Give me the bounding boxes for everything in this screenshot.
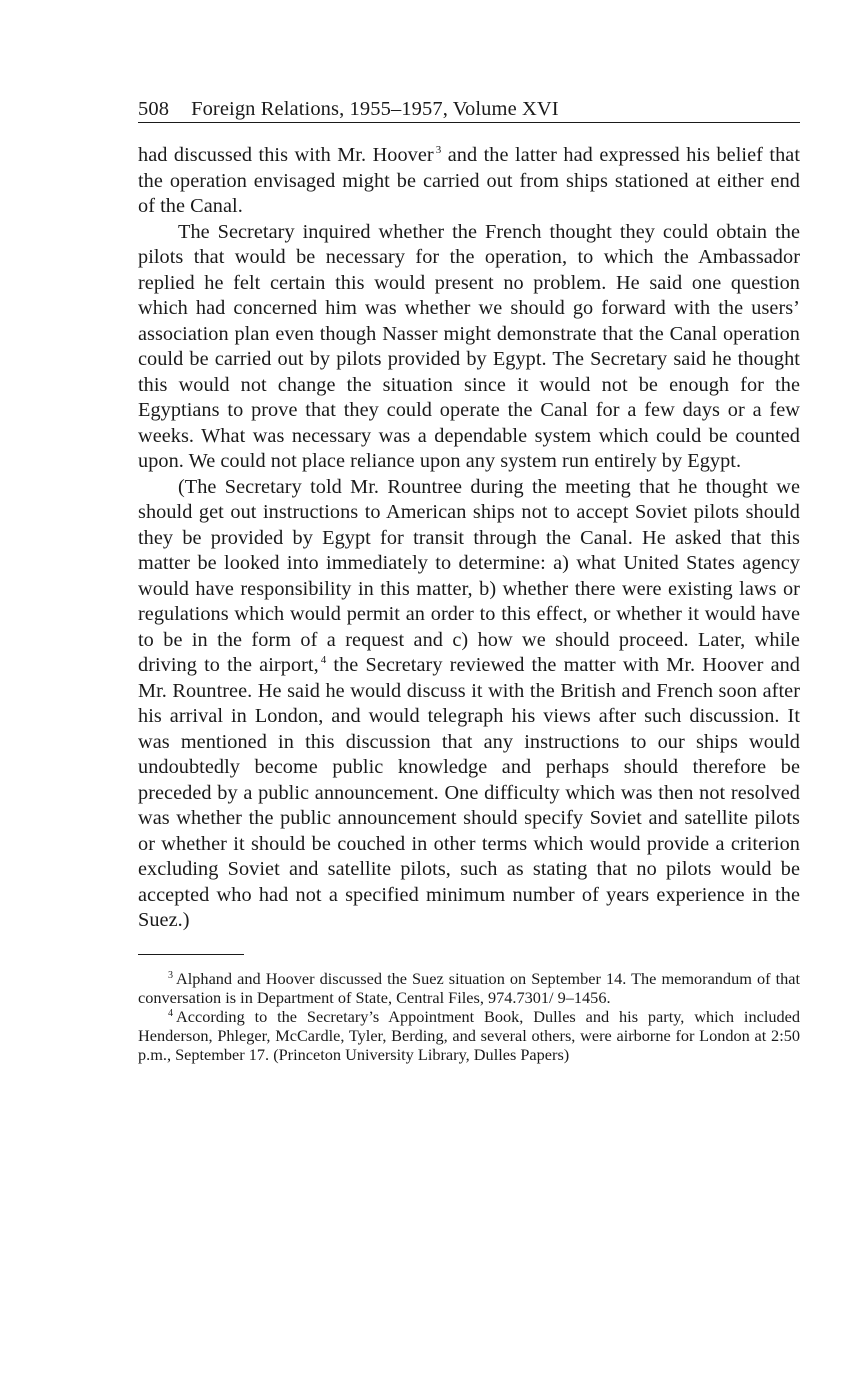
footnotes bbox=[138, 969, 800, 1064]
footnote-reference-4: 4 bbox=[320, 654, 327, 666]
footnote-divider bbox=[138, 954, 244, 955]
volume-title: Foreign Relations, 1955–1957, Volume XVI bbox=[191, 98, 559, 120]
footnote-reference-3: 3 bbox=[435, 144, 442, 156]
paragraph-continued bbox=[138, 143, 800, 220]
footnote-3 bbox=[138, 969, 800, 1007]
footnote-mark: 4 bbox=[168, 1007, 173, 1019]
footnote-mark: 3 bbox=[168, 969, 173, 981]
document-page bbox=[138, 96, 800, 1064]
running-head bbox=[138, 96, 800, 123]
paragraph-parenthetical bbox=[138, 475, 800, 934]
paragraph-text: (The Secretary told Mr. Rountree during the meeting that he thought we should get out instructions to American ships not to accept Soviet pilots should they be provided by Egypt for transit through the Canal. He asked that this matter be looked into immediately to determine: a) what United States agency would have responsibility in this matter, b) whether there were existing laws or regulations which would permit an order to this effect, or whether it would have to be in the form of a request and c) how we should proceed. Later, while driving to the airport, bbox=[138, 475, 800, 676]
footnote-text: According to the Secretary’s Appointment Book, Dulles and his party, which included Henderson, Phleger, McCardle, Tyler, Berding, and several others, were airborne for London at 2:50 p.m., September 17. (Princeton University Library, Dulles Papers) bbox=[138, 1006, 800, 1064]
paragraph: The Secretary inquired whether the French thought they could obtain the pilots that would be necessary for the operation, to which the Ambassador replied he felt certain this would present no problem. He said one question which had concerned him was whether we should go forward with the users’ association plan even though Nasser might demonstrate that the Canal operation could be carried out by pilots provided by Egypt. The Secretary said he thought this would not change the situation since it would not be enough for the Egyptians to prove that they could operate the Canal for a few days or a few weeks. What was necessary was a dependable system which could be counted upon. We could not place reliance upon any system run entirely by Egypt. bbox=[138, 220, 800, 472]
footnote-4 bbox=[138, 1007, 800, 1064]
body-text bbox=[138, 143, 800, 934]
footnote-text: Alphand and Hoover discussed the Suez situation on September 14. The memorandum of that conversation is in Department of State, Central Files, 974.7301/ 9–1456. bbox=[138, 968, 800, 1007]
paragraph-text: and the latter had expressed his belief that the operation envisaged might be carried out from ships stationed at either end of the Canal. bbox=[138, 144, 801, 217]
paragraph-text: had discussed this with Mr. Hoover bbox=[138, 144, 434, 166]
page-number: 508 bbox=[138, 98, 170, 120]
paragraph-text: the Secretary reviewed the matter with Mr. Hoover and Mr. Rountree. He said he would discuss it with the British and French soon after his arrival in London, and would telegraph his views after such discussion. It was mentioned in this discussion that any instructions to our ships would undoubtedly become public knowledge and perhaps should therefore be preceded by a public announcement. One difficulty which was then not resolved was whether the public announcement should specify Soviet and satellite pilots or whether it should be couched in other terms which would provide a criterion excluding Soviet and satellite pilots, such as stating that no pilots would be accepted who had not a specified minimum number of years experience in the Suez.) bbox=[138, 654, 800, 931]
